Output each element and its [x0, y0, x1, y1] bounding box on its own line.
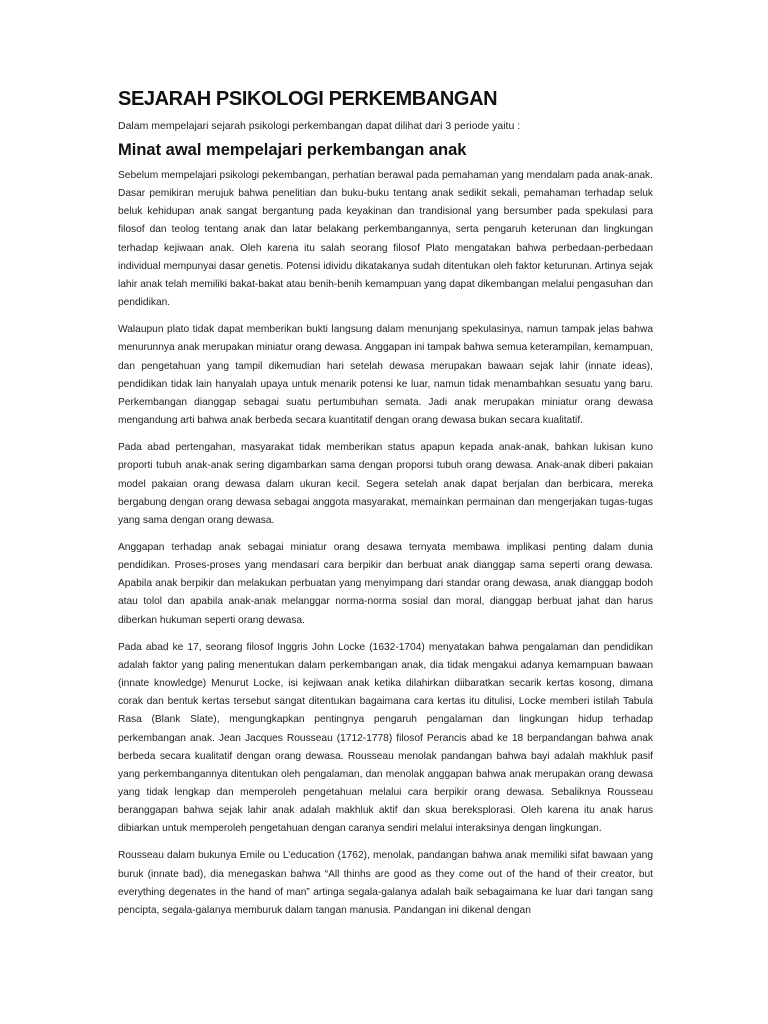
paragraph-6: Rousseau dalam bukunya Emile ou L’education (1762), menolak, pandangan bahwa anak memiliki sifat bawaan yang buruk (innate bad), dia menegaskan bahwa “All thinhs are good as they come out of the hand of their creator, but everything degenates in the hand of man” artinga segala-galanya adalah baik sebagaimana ke luar dari tangan sang pencipta, segala-galanya memburuk dalam tangan manusia. Pandangan ini dikenal dengan — [118, 850, 653, 916]
intro-text: Dalam mempelajari sejarah psikologi perkembangan dapat dilihat dari 3 periode yaitu : — [118, 120, 521, 132]
paragraph-2: Walaupun plato tidak dapat memberikan bukti langsung dalam menunjang spekulasinya, namun tampak jelas bahwa menurunnya anak merupakan miniatur orang dewasa. Anggapan ini tampak bahwa semua keterampilan, kemampuan, dan pengetahuan yang tampil dikemudian hari setelah dewasa merupakan bawaan sejak lahir (innate ideas), pendidikan tidak lain hanyalah upaya untuk menarik potensi ke luar, namun tidak menambahkan sesuatu yang baru. Perkembangan dianggap sebagai suatu pertumbuhan semata. Jadi anak merupakan miniatur orang dewasa mengandung arti bahwa anak berbeda secara kuantitatif dengan orang dewasa bukan secara kualitatif. — [118, 324, 653, 427]
section-heading: Minat awal mempelajari perkembangan anak — [118, 141, 467, 159]
paragraph-4: Anggapan terhadap anak sebagai miniatur orang desawa ternyata membawa implikasi penting dalam dunia pendidikan. Proses-proses yang mendasari cara berpikir dan berbuat anak dianggap sama seperti orang dewasa. Apabila anak berpikir dan melakukan perbuatan yang menyimpang dari standar orang dewasa, anak dianggap bodoh atau tolol dan apabila anak-anak melanggar norma-norma sosial dan moral, dianggap berbuat jahat dan harus diberkan hukuman seperti orang dewasa. — [118, 541, 653, 626]
paragraph-1: Sebelum mempelajari psikologi pekembangan, perhatian berawal pada pemahaman yang mendalam pada anak-anak. Dasar pemikiran merujuk bahwa penelitian dan buku-buku tentang anak sedikit sekali, pemahaman terhadap seluk beluk kehidupan anak sangat bergantung pada keyakinan dan trandisional yang bersumber pada spekulasi para filosof dan teolog tentang anak dan latar belakang perkembangannya, serta pengaruh keterunan dan lingkungan terhadap kejiwaan anak. Oleh karena itu salah seorang filosof Plato mengatakan bahwa perbedaan-perbedaan individual mempunyai dasar genetis. Potensi idividu dikatakanya sudah ditentukan oleh faktor keturunan. Artinya sejak lahir anak telah memiliki bakat-bakat atau benih-benih kemampuan yang dapat dikembangan melalui pengasuhan dan pendidikan. — [118, 170, 653, 309]
document-title: SEJARAH PSIKOLOGI PERKEMBANGAN — [118, 88, 498, 110]
paragraph-5: Pada abad ke 17, seorang filosof Inggris John Locke (1632-1704) menyatakan bahwa pengalaman dan pendidikan adalah faktor yang paling menentukan dalam perkembangan anak, dia tidak mengakui adanya kemampuan bawaan (innate knowledge) Menurut Locke, isi kejiwaan anak ketika dilahirkan diibaratkan secarik kertas kosong, dimana corak dan bentuk kertas tersebut sangat ditentukan bagaimana cara kertas itu ditulisi, Locke memberi istilah Tabula Rasa (Blank Slate), mengungkapkan pentingnya pengaruh pengalaman dan lingkungan hidup terhadap perkembangan anak. Jean Jacques Rousseau (1712-1778) filosof Perancis abad ke 18 berpandangan bahwa anak berbeda secara kualitatif dengan orang dewasa. Rousseau menolak pandangan bahwa bayi adalah makhluk pasif yang perkembangannya ditentukan oleh pengalaman, dan menolak anggapan bahwa anak merupakan orang dewasa yang tidak lengkap dan memperoleh pengetahuan melalui cara berpikir orang dewasa. Sebaliknya Rousseau beranggapan bahwa sejak lahir anak adalah makhluk aktif dan skua bereksplorasi. Oleh karena itu anak harus dibiarkan untuk memperoleh pengetahuan dengan caranya sendiri melalui interaksinya dengan lingkungan. — [118, 641, 653, 835]
paragraph-3: Pada abad pertengahan, masyarakat tidak memberikan status apapun kepada anak-anak, bahkan lukisan kuno proporti tubuh anak-anak sering digambarkan sama dengan proporsi tubuh orang dewasa. Anak-anak diberi pakaian model pakaian orang dewasa dalam ukuran kecil. Segera setelah anak dapat berjalan dan berbicara, mereka bergabung dengan orang dewasa sebagai anggota masyarakat, memainkan permainan dan mengerjakan tugas-tugas yang sama dengan orang dewasa. — [118, 442, 653, 526]
document-page — [118, 86, 653, 920]
